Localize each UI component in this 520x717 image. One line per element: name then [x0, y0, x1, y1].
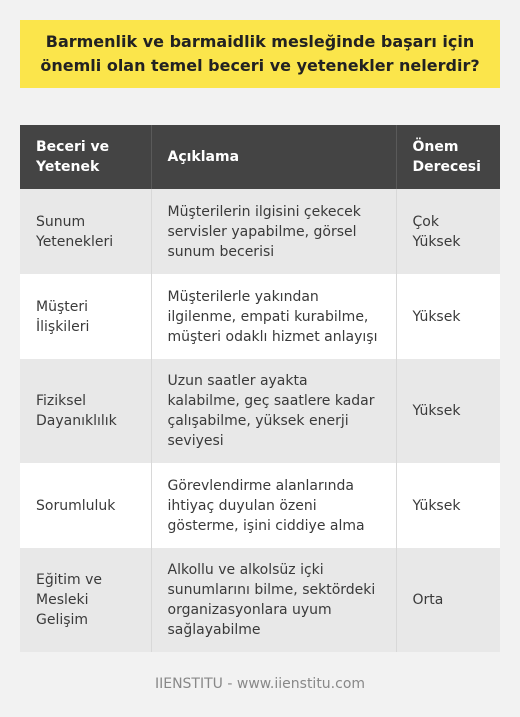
header-importance: Önem Derecesi — [396, 125, 500, 189]
cell-importance: Orta — [396, 548, 500, 652]
header-row — [20, 125, 500, 189]
cell-skill: Sorumluluk — [36, 497, 116, 514]
table-header — [20, 125, 500, 189]
table-body — [20, 189, 500, 652]
table-row — [20, 548, 500, 652]
cell-description: Alkollu ve alkolsüz içki sunumlarını bilme, sektördeki organizasyonlara uyum sağlayabilme — [151, 548, 396, 652]
cell-skill: Fiziksel Dayanıklılık — [36, 393, 117, 429]
table-row — [20, 189, 500, 274]
page-title: Barmenlik ve barmaidlik mesleğinde başarı için önemli olan temel beceri ve yetenekler nelerdir? — [40, 32, 480, 75]
cell-skill: Sunum Yetenekleri — [36, 213, 114, 250]
cell-description: Görevlendirme alanlarında ihtiyaç duyulan özeni gösterme, işini ciddiye alma — [151, 463, 396, 548]
footer-credit: IIENSTITU - www.iienstitu.com — [154, 676, 366, 692]
cell-importance: Çok Yüksek — [396, 189, 500, 274]
skills-table — [20, 125, 500, 652]
header-skill: Beceri ve Yetenek — [36, 139, 110, 175]
header-description: Açıklama — [151, 125, 396, 189]
cell-description: Müşterilerin ilgisini çekecek servisler yapabilme, görsel sunum becerisi — [151, 189, 396, 274]
table-row — [20, 463, 500, 548]
cell-description: Uzun saatler ayakta kalabilme, geç saatlere kadar çalışabilme, yüksek enerji seviyesi — [151, 359, 396, 463]
cell-skill: Eğitim ve Mesleki Gelişim — [36, 572, 102, 628]
table-row — [20, 274, 500, 359]
title-banner — [20, 20, 500, 88]
cell-importance: Yüksek — [396, 274, 500, 359]
table-row — [20, 359, 500, 463]
cell-skill: Müşteri İlişkileri — [36, 298, 90, 335]
cell-importance: Yüksek — [396, 359, 500, 463]
cell-importance: Yüksek — [396, 463, 500, 548]
cell-description: Müşterilerle yakından ilgilenme, empati kurabilme, müşteri odaklı hizmet anlayışı — [151, 274, 396, 359]
